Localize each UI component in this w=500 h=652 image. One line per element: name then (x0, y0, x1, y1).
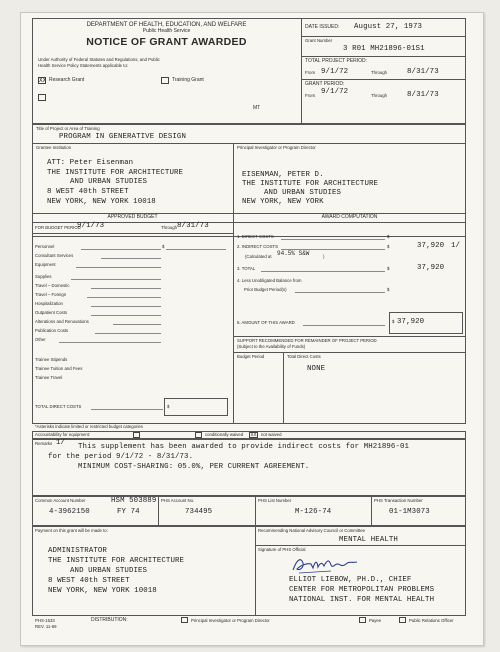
department-name: DEPARTMENT OF HEALTH, EDUCATION, AND WELFARE (86, 22, 247, 28)
authority-line-2: Health Service Policy Statements applicable to: (38, 63, 129, 68)
remarks-line-1: This supplement has been awarded to provide indirect costs for MH21896-01 (78, 443, 410, 451)
remarks-note-ref: 1/ (56, 439, 66, 447)
grant-notice-page: DEPARTMENT OF HEALTH, EDUCATION, AND WELFARE Public Health Service NOTICE OF GRANT AWARDED Under Authority of Federal Statutes and Regulations, and Public Health Service Policy Statements applicable to: XX Research Grant Training Grant MT DATE ISSUED: August 27, 1973 Grant Number 3 R01 MH21896-01S1 TOTAL PROJECT PERIOD: From 9/1/72 Through 8/31/73 GRANT PERIOD: From 9/1/72 Through 8/31/73 Title of Project or Area of Training PROGRAM IN GENERATIVE DESIGN Grantee Institution Principal Investigator or Program Director ATT: Peter Eisenman THE INSTITUTE FOR ARCHITECTURE AND URBAN STUDIES 8 WEST 40th STREET NEW YORK, NEW YORK 10018 EISENMAN, PETER D. THE INSTITUTE FOR ARCHITECTURE AND URBAN STUDIES NEW YORK, NEW YORK APPROVED BUDGET AWARD COMPUTATION FOR BUDGET PERIOD 9/1/73 Through 8/31/73 Personnel Consultant Services Equipment Supplies Travel – Domestic Travel – Foreign Hospitalization Outpatient Costs Alterations and Renovations Publication Costs Other Trainee Stipends Trainee Tuition and Fees Trainee Travel $ TOTAL DIRECT COSTS $ 1. DIRECT COSTS $ 2. INDIRECT COSTS $ 37,920 1/ (Calculated at 94.5% S&W ) 3. TOTAL $ 37,920 4. Less Unobligated Balance from Prior Budget Period(s) $ 5. AMOUNT OF THIS AWARD $ 37,920 SUPPORT RECOMMENDED FOR REMAINDER OF PROJECT PERIOD (Subject to the Availability of Funds) Budget Period Total Direct Costs NONE *Asterisks indicate limited or restricted budget categories Accountability for equipment: conditionally waived XX not waived Remarks 1/ This supplement has been awarded to provide indirect costs for MH21896-01 for the period 9/1/72 - 8/31/73. MINIMUM COST-SHARING: 05.0%, PER CURRENT AGREEMENT. Common Account Number HSM 503889 4-3962150 FY 74 PHS Account No. 734495 PHS List Number M-126-74 PHS Transaction Number 01-1M3073 Payment on this grant will be made to: ADMINISTRATOR THE INSTITUTE FOR ARCHITECTURE AND URBAN STUDIES 8 WEST 40th STREET NEW YORK, NEW YORK 10018 Recommending National Advisory Council or Committee MENTAL HEALTH Signature of PHS Official ELLIOT LIEBOW, PH.D., CHIEF CENTER FOR METROPOLITAN PROBLEMS NATIONAL INST. FOR MENTAL HEALTH PHS-1533 REV. 11-69 DISTRIBUTION: Principal Investigator or Program Director Payee Public Relations Officer (20, 12, 484, 646)
total-direct-costs-col: Total Direct Costs (287, 354, 321, 359)
support-recommended-label: SUPPORT RECOMMENDED FOR REMAINDER OF PROJECT PERIOD (237, 338, 377, 343)
payee-line: NEW YORK, NEW YORK 10018 (48, 587, 157, 595)
distribution-pr-label: Public Relations Officer (409, 618, 454, 623)
not-waived-checkbox[interactable]: XX (250, 432, 257, 438)
approved-budget-heading: APPROVED BUDGET (107, 214, 158, 220)
official-line: CENTER FOR METROPOLITAN PROBLEMS (289, 586, 435, 594)
distribution-payee-checkbox[interactable] (359, 617, 366, 623)
grantee-line: NEW YORK, NEW YORK 10018 (47, 198, 156, 206)
budget-item-label: Trainee Travel (35, 375, 63, 380)
fiscal-year: FY 74 (117, 508, 140, 516)
budget-item-label: Publication Costs (35, 328, 69, 333)
research-grant-label: Research Grant (49, 77, 85, 83)
budget-item-label: Consultant Services (35, 253, 74, 258)
total-value: 37,920 (417, 264, 445, 272)
mt-code: MT (253, 105, 261, 111)
budget-period-col: Budget Period (237, 354, 265, 359)
budget-period-from: 9/1/73 (77, 222, 105, 230)
pi-label: Principal Investigator or Program Director (237, 145, 316, 150)
distribution-pr-checkbox[interactable] (399, 617, 406, 623)
grant-period-from: 9/1/72 (321, 88, 349, 96)
unobligated-label-1: 4. Less Unobligated Balance from (237, 278, 302, 283)
document-title: NOTICE OF GRANT AWARDED (86, 36, 247, 48)
payee-line: ADMINISTRATOR (48, 547, 107, 555)
grantee-line: ATT: Peter Eisenman (47, 159, 134, 167)
payee-line: 8 WEST 40th STREET (48, 577, 130, 585)
budget-item-label: Travel – Foreign (35, 292, 67, 297)
distribution-pi-label: Principal Investigator or Program Director (191, 618, 270, 623)
remarks-line-2: for the period 9/1/72 - 8/31/73. (48, 453, 194, 461)
unobligated-label-2: Prior Budget Period(s) (244, 287, 287, 292)
award-computation-heading: AWARD COMPUTATION (321, 214, 378, 220)
signature-label: Signature of PHS Official (258, 547, 306, 552)
total-project-period-label: TOTAL PROJECT PERIOD: (305, 58, 368, 64)
remarks-line-3: MINIMUM COST-SHARING: 05.0%, PER CURRENT AGREEMENT. (78, 463, 310, 471)
grantee-label: Grantee Institution (36, 145, 72, 150)
grant-number-value: 3 R01 MH21896-01S1 (343, 45, 425, 53)
hsm-number: HSM 503889 (111, 497, 157, 505)
form-revision: REV. 11-69 (35, 624, 57, 629)
common-account-label: Common Account Number (35, 498, 86, 503)
indirect-costs-label: 2. INDIRECT COSTS (237, 244, 278, 249)
total-direct-costs-box (164, 398, 228, 416)
total-label: 3. TOTAL (237, 266, 256, 271)
indirect-note-ref: 1/ (451, 242, 461, 250)
date-issued-value: August 27, 1973 (354, 23, 423, 31)
training-grant-checkbox[interactable] (161, 77, 169, 84)
training-grant-label: Training Grant (172, 77, 204, 83)
grant-period-label: GRANT PERIOD: (305, 81, 345, 87)
council-value: MENTAL HEALTH (339, 536, 398, 544)
conditionally-waived-label: conditionally waived (205, 432, 244, 437)
blank-checkbox[interactable] (38, 94, 46, 101)
grant-number-label: Grant Number (305, 38, 333, 43)
accountability-label: Accountability for equipment: (35, 432, 91, 437)
budget-item-label: Other (35, 337, 46, 342)
service-name: Public Health Service (142, 28, 191, 34)
budget-item-label: Travel – Domestic (35, 283, 70, 288)
official-signature (291, 555, 361, 575)
distribution-payee-label: Payee (369, 618, 382, 623)
official-line: ELLIOT LIEBOW, PH.D., CHIEF (289, 576, 412, 584)
direct-costs-label: 1. DIRECT COSTS (237, 234, 274, 239)
phs-account-label: PHS Account No. (161, 498, 195, 503)
budget-period-through: 8/31/73 (177, 222, 209, 230)
payee-line: THE INSTITUTE FOR ARCHITECTURE (48, 557, 185, 565)
amount-of-award-value: 37,920 (397, 318, 425, 326)
amount-of-award-label: 5. AMOUNT OF THIS AWARD (237, 320, 295, 325)
asterisk-note: *Asterisks indicate limited or restricted budget categories (35, 424, 143, 429)
research-grant-checkbox[interactable]: XX (39, 77, 47, 84)
project-title-value: PROGRAM IN GENERATIVE DESIGN (59, 133, 186, 141)
budget-item-label: Equipment (35, 262, 56, 267)
budget-item-label: Trainee Tuition and Fees (35, 366, 83, 371)
total-direct-costs-label: TOTAL DIRECT COSTS (35, 404, 82, 409)
support-recommended-sub: (Subject to the Availability of Funds) (237, 344, 306, 349)
budget-item-label: Supplies (35, 274, 52, 279)
budget-period-label: FOR BUDGET PERIOD (35, 225, 81, 230)
indirect-rate: 94.5% S&W (277, 250, 310, 257)
accountability-checkbox-1[interactable] (133, 432, 140, 438)
conditionally-waived-checkbox[interactable] (195, 432, 202, 438)
pi-line: EISENMAN, PETER D. (242, 171, 324, 179)
phs-account-value: 734495 (185, 508, 213, 516)
grant-period-through: 8/31/73 (407, 91, 439, 99)
grantee-line: THE INSTITUTE FOR ARCHITECTURE (47, 169, 184, 177)
budget-item-label: Trainee Stipends (35, 357, 68, 362)
pi-line: NEW YORK, NEW YORK (242, 198, 324, 206)
not-waived-label: not waived (261, 432, 282, 437)
pi-line: THE INSTITUTE FOR ARCHITECTURE (242, 180, 379, 188)
phs-list-label: PHS List Number (258, 498, 292, 503)
budget-item-label: Outpatient Costs (35, 310, 68, 315)
payee-line: AND URBAN STUDIES (70, 567, 148, 575)
council-label: Recommending National Advisory Council or Committee (258, 528, 365, 533)
date-issued-label: DATE ISSUED: (305, 24, 340, 30)
payment-label: Payment on this grant will be made to: (35, 528, 108, 533)
common-account-value: 4-3962150 (49, 508, 90, 516)
budget-item-label: Personnel (35, 244, 55, 249)
support-recommended-value: NONE (307, 365, 326, 373)
indirect-costs-value: 37,920 (417, 242, 445, 250)
total-project-from: 9/1/72 (321, 68, 349, 76)
total-project-through: 8/31/73 (407, 68, 439, 76)
official-line: NATIONAL INST. FOR MENTAL HEALTH (289, 596, 435, 604)
project-title-label: Title of Project or Area of Training (36, 126, 100, 131)
phs-transaction-label: PHS Transaction Number (374, 498, 423, 503)
remarks-label: Remarks (35, 441, 53, 446)
grantee-line: 8 WEST 40th STREET (47, 188, 129, 196)
grantee-line: AND URBAN STUDIES (70, 178, 148, 186)
phs-list-value: M-126-74 (295, 508, 332, 516)
budget-item-label: Hospitalization (35, 301, 63, 306)
form-number: PHS-1533 (35, 618, 55, 623)
distribution-label: DISTRIBUTION: (91, 617, 128, 623)
pi-line: AND URBAN STUDIES (264, 189, 342, 197)
phs-transaction-value: 01-1M3073 (389, 508, 430, 516)
distribution-pi-checkbox[interactable] (181, 617, 188, 623)
budget-item-label: Alterations and Renovations (35, 319, 89, 324)
authority-line-1: Under Authority of Federal Statutes and Regulations, and Public (38, 57, 160, 62)
